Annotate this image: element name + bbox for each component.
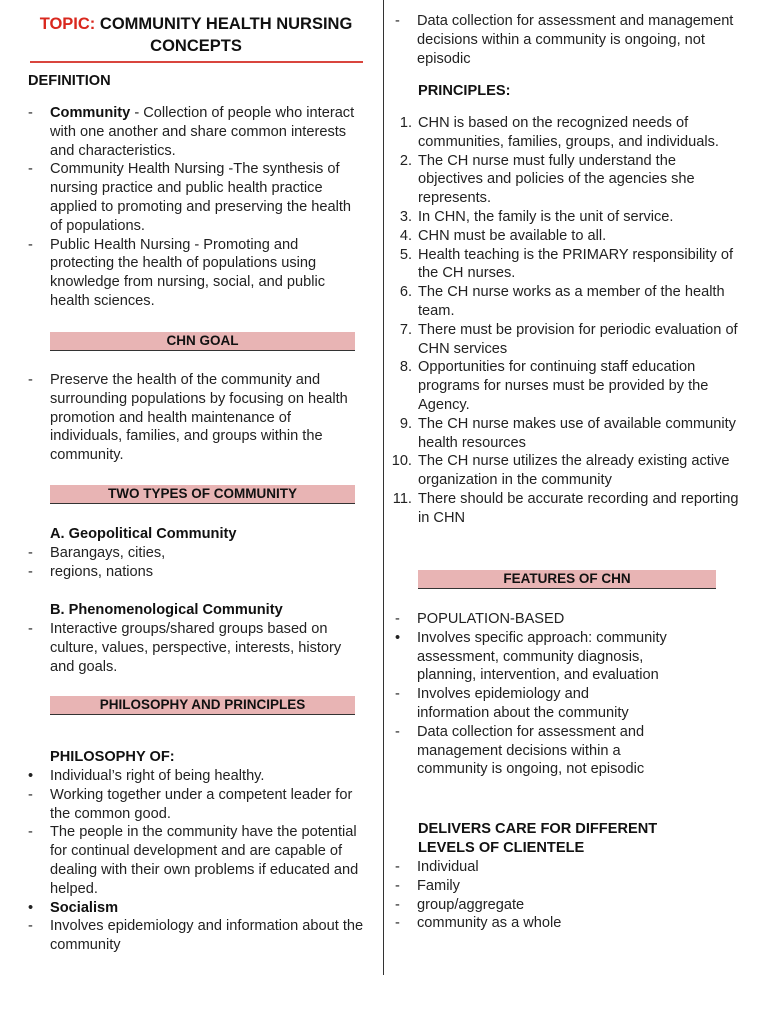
definition-item: - Community Health Nursing -The synthesis of nursing practice and public health practice applied to promoting and preserving the health of populations.: [28, 161, 351, 234]
principle-item: 4. CHN must be available to all.: [399, 227, 607, 244]
principle-item: 8. Opportunities for continuing staff education programs for nurses must be provided by the Agency.: [399, 359, 709, 413]
geo-heading: A. Geopolitical Community: [50, 526, 237, 542]
fragment-item: - Data collection for assessment and management decisions within a community is ongoing, not episodic: [395, 13, 734, 67]
phen-list: [28, 620, 364, 676]
topic-label: TOPIC:: [39, 15, 96, 33]
chn-goal-band: CHN GOAL: [50, 332, 355, 351]
geo-list: [28, 544, 364, 582]
feature-item: • Involves specific approach: community assessment, community diagnosis, planning, intervention, and evaluation: [395, 629, 667, 684]
goal-item: - Preserve the health of the community and surrounding populations by focusing on health promotion and health maintenance of individuals, families, and groups within the community.: [28, 372, 348, 464]
clientele-item: - community as a whole: [395, 915, 562, 932]
principle-item: 2. The CH nurse must fully understand the objectives and policies of the agencies she represents.: [399, 152, 695, 207]
principle-item: 9. The CH nurse makes use of available community health resources: [399, 415, 736, 451]
philosophy-item: - The people in the community have the potential for continual development and are capable of dealing with their own problems if educated and helped.: [28, 824, 359, 897]
feature-item: - POPULATION-BASED: [395, 611, 565, 627]
philosophy-item: - Working together under a competent leader for the common good.: [28, 786, 353, 822]
column-divider: [383, 0, 384, 975]
clientele-item: - Family: [395, 877, 460, 894]
geo-item: - Barangays, cities,: [28, 545, 166, 561]
definition-item: - Community - Collection of people who interact with one another and share common interests and characteristics.: [28, 105, 355, 159]
principle-item: 3. In CHN, the family is the unit of service.: [399, 208, 674, 225]
principles-list: [390, 114, 742, 528]
principle-item: 6. The CH nurse works as a member of the health team.: [399, 284, 725, 319]
topic-text: COMMUNITY HEALTH NURSING: [99, 15, 353, 33]
philosophy-band: PHILOSOPHY AND PRINCIPLES: [50, 696, 355, 715]
definition-list: [28, 104, 364, 311]
page-title: [28, 13, 364, 57]
principle-item: 10. The CH nurse utilizes the already existing active organization in the community: [391, 453, 730, 489]
title-underline: [30, 61, 363, 63]
phen-item: - Interactive groups/shared groups based on culture, values, perspective, interests, history and goals.: [28, 621, 342, 675]
principle-item: 1. CHN is based on the recognized needs of communities, families, groups, and individuals.: [399, 115, 719, 150]
clientele-item: - Individual: [395, 859, 479, 875]
feature-item: - Involves epidemiology and information about the community: [395, 686, 629, 721]
features-band: FEATURES OF CHN: [418, 570, 716, 589]
clientele-item: - group/aggregate: [395, 896, 525, 913]
clientele-list: [395, 858, 740, 933]
features-list: [395, 610, 740, 779]
philosophy-of-heading: PHILOSOPHY OF:: [50, 749, 175, 765]
philosophy-item: • Individual’s right of being healthy.: [28, 768, 265, 784]
clientele-heading-1: DELIVERS CARE FOR DIFFERENT: [418, 821, 658, 837]
geo-item: - regions, nations: [28, 563, 154, 580]
philosophy-item: - Involves epidemiology and information about the community: [28, 918, 364, 954]
topic-line2: CONCEPTS: [150, 37, 242, 55]
feature-item: - Data collection for assessment and management decisions within a community is ongoing, not episodic: [395, 723, 645, 778]
definition-item: - Public Health Nursing - Promoting and protecting the health of populations using knowledge from nursing, social, and public health sciences.: [28, 236, 326, 309]
philosophy-list: [28, 767, 364, 955]
principle-item: 11. There should be accurate recording and reporting in CHN: [392, 490, 739, 526]
phen-heading: B. Phenomenological Community: [50, 602, 283, 618]
clientele-heading-2: LEVELS OF CLIENTELE: [418, 840, 585, 856]
principle-item: 7. There must be provision for periodic evaluation of CHN services: [399, 321, 738, 357]
definition-heading: DEFINITION: [28, 73, 111, 89]
types-band: TWO TYPES OF COMMUNITY: [50, 485, 355, 504]
top-fragment-list: [395, 12, 740, 68]
philosophy-item: • Socialism: [28, 899, 119, 916]
goal-list: [28, 371, 364, 465]
principles-heading: PRINCIPLES:: [418, 83, 511, 99]
principle-item: 5. Health teaching is the PRIMARY responsibility of the CH nurses.: [399, 246, 734, 282]
